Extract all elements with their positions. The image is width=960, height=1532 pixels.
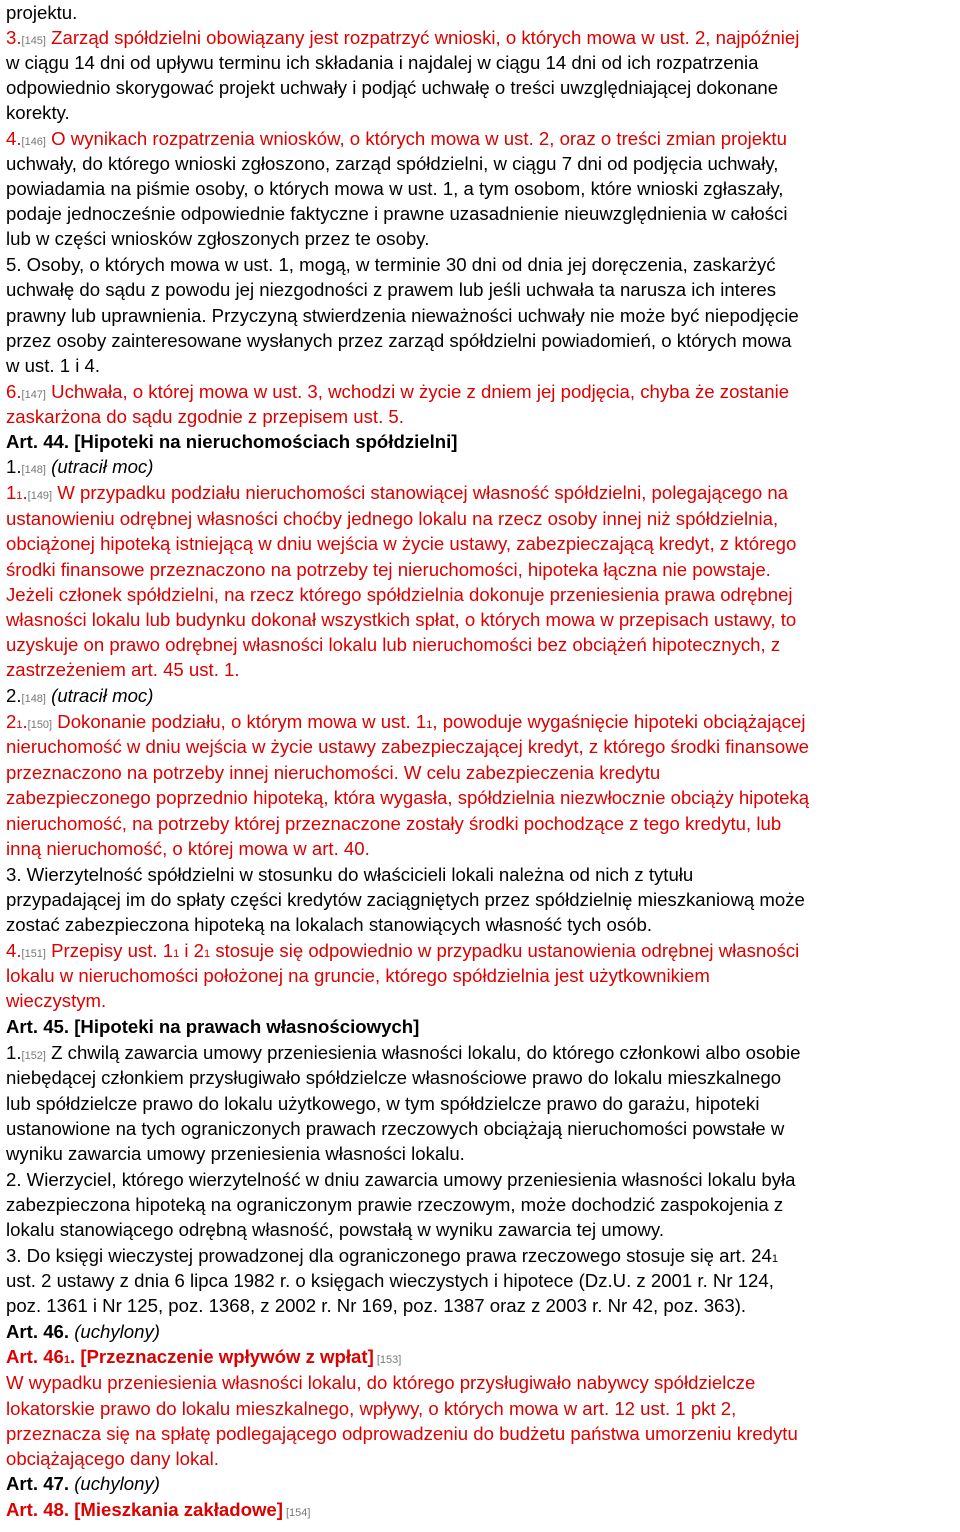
paragraph-text: korekty. [6,102,70,123]
paragraph-number: 4. [6,128,22,149]
paragraph-text: lub spółdzielcze prawo do lokalu użytkowego, w tym spółdzielcze prawo do garażu, hipoteki [6,1093,760,1114]
text-line [6,1372,755,1396]
text-line [6,406,404,430]
paragraph-text: zabezpieczona hipoteką na ograniczonym prawie rzeczowym, może dochodzić zaspokojenia z [6,1194,784,1215]
paragraph-text: przypadającej im do spłaty części kredytów zaciągniętych przez spółdzielnię mieszkaniową może [6,889,805,910]
text-line [6,279,776,303]
repealed-note: (uchylony) [69,1473,160,1494]
text-line [6,533,796,557]
paragraph-text: W wypadku przeniesienia własności lokalu, do którego przysługiwało nabywcy spółdzielcze [6,1372,756,1393]
footnote-ref[interactable]: [150] [27,719,53,731]
paragraph-44-1-1 [6,482,788,506]
footnote-ref[interactable]: [152] [21,1050,46,1062]
paragraph-text: zastrzeżeniem art. 45 ust. 1. [6,659,240,680]
article-title: . [Przeznaczenie wpływów z wpłat] [70,1346,374,1367]
paragraph-text: Dokonanie podziału, o którym mowa w ust. 1 [52,711,427,732]
paragraph-44-4 [6,940,799,964]
text-line [6,1118,784,1142]
paragraph-text: powiadamia na piśmie osoby, o których mowa w ust. 1, a tym osobom, które wnioski zgłaszały, [6,178,784,199]
paragraph-text: lokatorskie prawo do lokalu mieszkalnego, wpływy, o których mowa w art. 12 ust. 1 pkt 2, [6,1398,737,1419]
paragraph-number: 1. [6,1042,22,1063]
article-title: Art. 47. [6,1473,70,1494]
paragraph-text: Z chwilą zawarcia umowy przeniesienia własności lokalu, do którego członkowi albo osobie [45,1042,801,1063]
text-line [6,838,370,862]
text-line [6,1143,465,1167]
text-line [6,813,781,837]
paragraph-number: 6. [6,381,22,402]
paragraph-text: Jeżeli członek spółdzielni, na rzecz którego spółdzielnia dokonuje przeniesienia prawa odrębnej [6,584,793,605]
article-46 [6,1321,160,1345]
article-title: Art. 48. [Mieszkania zakładowe] [6,1499,283,1520]
text-line [6,736,809,760]
paragraph-text: lokalu w nieruchomości położonej na gruncie, którego spółdzielnia jest użytkownikiem [6,965,710,986]
paragraph-45-1 [6,1042,800,1066]
paragraph-text: uchwały, do którego wnioski zgłoszono, zarząd spółdzielni, w ciągu 7 dni od podjęcia uchwały, [6,153,779,174]
paragraph-text: uzyskuje on prawo odrębnej własności lokalu lub nieruchomości bez obciążeń hipotecznych, z [6,634,781,655]
paragraph-text: obciążającego dany lokal. [6,1448,219,1469]
paragraph-text: przeznaczono na potrzeby innej nieruchomości. W celu zabezpieczenia kredytu [6,762,661,783]
paragraph-44-2-1 [6,711,806,735]
text-line [6,1448,219,1472]
paragraph-text: i 2 [179,940,205,961]
paragraph-text: 3. Wierzytelność spółdzielni w stosunku do właścicieli lokali należna od nich z tytułu [6,864,694,885]
subscript: 1 [16,490,23,502]
paragraph-text: Przepisy ust. 1 [45,940,174,961]
subscript: 1 [771,1253,778,1265]
paragraph-text: O wynikach rozpatrzenia wniosków, o których mowa w ust. 2, oraz o treści zmian projektu [45,128,787,149]
paragraph-3 [6,27,799,51]
paragraph-text: stosuje się odpowiednio w przypadku ustanowienia odrębnej własności [210,940,800,961]
paragraph-text: zaskarżona do sądu zgodnie z przepisem ust. 5. [6,406,404,427]
paragraph-dot: . [22,711,28,732]
text-line [6,1423,798,1447]
paragraph-text: 5. Osoby, o których mowa w ust. 1, mogą, w terminie 30 dni od dnia jej doręczenia, zaskarżyć [6,254,776,275]
article-47 [6,1473,160,1497]
paragraph-text: środki finansowe przeznaczono na potrzeby tej nieruchomości, hipoteka łączna nie powstaje. [6,559,771,580]
paragraph-text: w ust. 1 i 4. [6,355,101,376]
subscript: 1 [426,719,433,731]
text-line [6,559,771,583]
footnote-ref[interactable]: [147] [21,389,46,401]
text-line [6,330,791,354]
text-line [6,659,240,683]
text-line [6,1270,774,1294]
paragraph-text: ust. 2 ustawy z dnia 6 lipca 1982 r. o księgach wieczystych i hipotece (Dz.U. z 2001 r. Nr 124, [6,1270,774,1291]
paragraph-44-3 [6,864,693,888]
article-heading [6,1346,401,1370]
paragraph-number: 2. [6,685,22,706]
text-line [6,153,778,177]
text-line [6,178,783,202]
footnote-ref[interactable]: [145] [21,35,46,47]
article-heading [6,1499,310,1523]
paragraph-text: , powoduje wygaśnięcie hipoteki obciążającej [432,711,806,732]
article-title: Art. 45. [Hipoteki na prawach własnościowych] [6,1016,420,1037]
paragraph-text: poz. 1361 i Nr 125, poz. 1368, z 2002 r. Nr 169, poz. 1387 oraz z 2003 r. Nr 42, poz. 363). [6,1295,747,1316]
paragraph-text: przez osoby zainteresowane wysłanych przez zarząd spółdzielni powiadomień, o których mowa [6,330,792,351]
paragraph-text: niebędącej członkiem przysługiwało spółdzielcze własnościowe prawo do lokalu mieszkalnego [6,1067,782,1088]
paragraph-text: wieczystym. [6,990,107,1011]
paragraph-text: zostać zabezpieczona hipoteką na lokalach stanowiących własność tych osób. [6,914,652,935]
paragraph-5 [6,254,776,278]
paragraph-number: 2 [6,711,17,732]
article-heading [6,1016,419,1040]
article-heading [6,431,458,455]
footnote-ref[interactable]: [146] [21,136,46,148]
paragraph-45-3 [6,1245,778,1269]
paragraph-4 [6,128,787,152]
paragraph-text: w ciągu 14 dni od upływu terminu ich składania i najdalej w ciągu 14 dni od ich rozpatrzenia [6,52,759,73]
text-line [6,508,778,532]
paragraph-text: zabezpieczonego poprzednio hipoteką, która wygasła, spółdzielnia niezwłocznie obciąży hipoteką [6,787,810,808]
text-line [6,1398,736,1422]
subscript: 1 [63,1354,70,1366]
paragraph-text: nieruchomość w dniu wejścia w życie ustawy zabezpieczającej kredyt, z którego środki finansowe [6,736,809,757]
paragraph-text: 3. Do księgi wieczystej prowadzonej dla ograniczonego prawa rzeczowego stosuje się art. 24 [6,1245,772,1266]
paragraph-44-1 [6,456,153,480]
text-line [6,584,793,608]
text-line [6,787,809,811]
article-title: Art. 44. [Hipoteki na nieruchomościach spółdzielni] [6,431,458,452]
text-line [6,762,660,786]
text-line [6,1295,746,1319]
text-line [6,965,710,989]
paragraph-44-2 [6,685,153,709]
text-line [6,305,799,329]
paragraph-number: 1 [6,482,17,503]
paragraph-text: Uchwała, o której mowa w ust. 3, wchodzi w życie z dniem jej podjęcia, chyba że zostanie [45,381,790,402]
paragraph-text: prawny lub uprawnienia. Przyczyną stwierdzenia nieważności uchwały nie może być niepodjęcie [6,305,799,326]
text-line [6,102,70,126]
text-line [6,990,106,1014]
text-line [6,1194,783,1218]
paragraph-text: własności lokalu lub budynku dokonał wszystkich spłat, o których mowa w przepisach ustawy, to [6,609,797,630]
text-line [6,634,780,658]
paragraph-text: przeznacza się na spłatę podlegającego odprowadzeniu do budżetu państwa umorzeniu kredytu [6,1423,798,1444]
text-line [6,355,100,379]
repealed-note: (uchylony) [69,1321,160,1342]
paragraph-text: ustanowione na tych ograniczonych prawach rzeczowych obciążają nieruchomości powstałe w [6,1118,785,1139]
paragraph-text: podaje jednocześnie odpowiednie faktyczne i prawne uzasadnienie nieuwzględnienia w całości [6,203,788,224]
paragraph-text: odpowiednio skorygować projekt uchwały i podjąć uchwałę o treści uwzględniającej dokonane [6,77,779,98]
text-line [6,203,787,227]
paragraph-text: lub w części wniosków zgłoszonych przez te osoby. [6,228,430,249]
paragraph-number: 3. [6,27,22,48]
paragraph-text: Zarząd spółdzielni obowiązany jest rozpatrzyć wnioski, o których mowa w ust. 2, najpóźniej [45,27,800,48]
paragraph-text: ustanowieniu odrębnej własności choćby jednego lokalu na rzecz osoby innej niż spółdzielnia, [6,508,779,529]
subscript: 1 [173,948,180,960]
paragraph-text: lokalu stanowiącego odrębną własność, powstałą w wyniku zawarcia tej umowy. [6,1219,664,1240]
paragraph-text: W przypadku podziału nieruchomości stanowiącej własność spółdzielni, polegającego na [52,482,789,503]
footnote-ref[interactable]: [153] [373,1354,402,1366]
text-line [6,52,758,76]
paragraph-text: obciążonej hipoteką istniejącą w dniu wejścia w życie ustawy, zabezpieczającą kredyt, z którego [6,533,797,554]
paragraph-number: 4. [6,940,22,961]
text-line [6,1219,664,1243]
footnote-ref[interactable]: [148] [21,464,46,476]
text-line [6,914,652,938]
repealed-note: (utracił moc) [45,685,154,706]
paragraph-45-2 [6,1169,796,1193]
text-line [6,889,805,913]
text-line [6,2,77,26]
footnote-ref[interactable]: [148] [21,693,46,705]
subscript: 1 [204,948,211,960]
footnote-ref[interactable]: [154] [282,1507,311,1519]
text-line [6,609,796,633]
article-title: Art. 46. [6,1321,70,1342]
paragraph-text: uchwałę do sądu z powodu jej niezgodności z prawem lub jeśli uchwała ta narusza ich interes [6,279,777,300]
text-line [6,1093,759,1117]
subscript: 1 [16,719,23,731]
footnote-ref[interactable]: [149] [27,490,53,502]
text-line [6,77,778,101]
paragraph-6 [6,381,789,405]
paragraph-text: inną nieruchomość, o której mowa w art. 40. [6,838,370,859]
text-line [6,1067,781,1091]
paragraph-number: 1. [6,456,22,477]
paragraph-fragment: projektu. [6,2,78,23]
paragraph-text: wyniku zawarcia umowy przeniesienia własności lokalu. [6,1143,465,1164]
paragraph-text: nieruchomość, na potrzeby której przeznaczone zostały środki pochodzące z tego kredytu, lub [6,813,782,834]
text-line [6,228,429,252]
repealed-note: (utracił moc) [45,456,154,477]
paragraph-text: 2. Wierzyciel, którego wierzytelność w dniu zawarcia umowy przeniesienia własności lokalu była [6,1169,796,1190]
footnote-ref[interactable]: [151] [21,948,46,960]
article-title: Art. 46 [6,1346,64,1367]
paragraph-dot: . [22,482,28,503]
